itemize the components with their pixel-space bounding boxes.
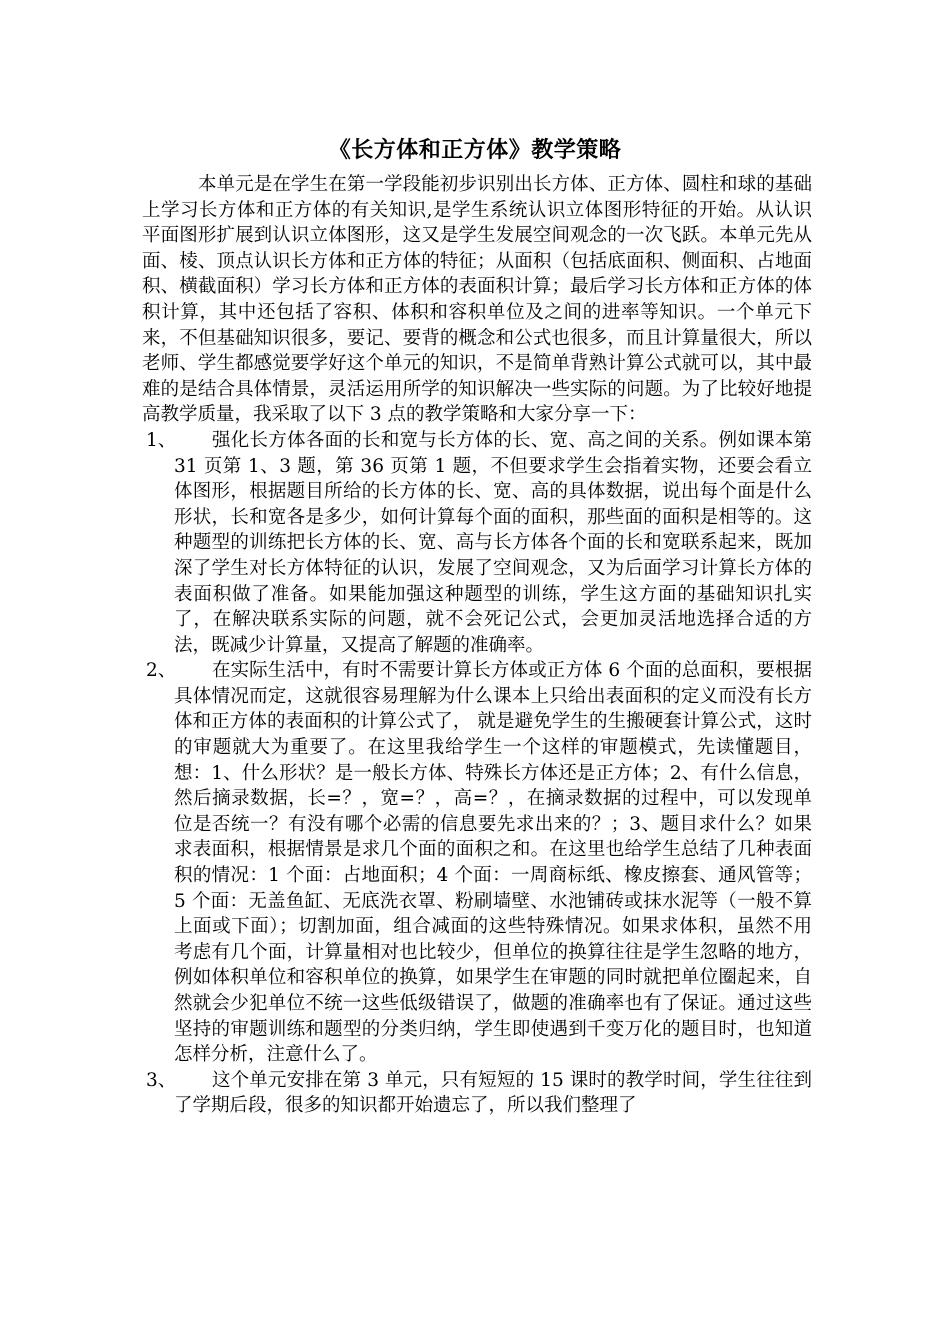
list-item-text: 强化长方体各面的长和宽与长方体的长、宽、高之间的关系。例如课本第 31 页第 1、3 题，第 36 页第 1 题，不但要求学生会指着实物，还要会看立体图形，根据题目所给的长方体的长、宽、高的具体数据，说出每个面是什么形状，长和宽各是多少，如何计算每个面的面积，那些面的面积是相等的。这种题型的训练把长方体的长、宽、高与长方体各个面的长和宽联系起来，既加深了学生对长方体特征的认识，发展了空间观念，又为后面学习计算长方体的表面积做了准备。如果能加强这种题型的训练，学生这方面的基础知识扎实了，在解决联系实际的问题，就不会死记公式，会更加灵活地选择合适的方法，既减少计算量，又提高了解题的准确率。 bbox=[174, 429, 812, 656]
list-item-number: 2、 bbox=[146, 660, 177, 682]
document-title: 《长方体和正方体》教学策略 bbox=[328, 137, 622, 163]
list-item-text: 在实际生活中，有时不需要计算长方体或正方体 6 个面的总面积，要根据具体情况而定，这就很容易理解为什么课本上只给出表面积的定义而没有长方体和正方体的表面积的计算公式了， 就是避免学生的生搬硬套计算公式，这时的审题就大为重要了。在这里我给学生一个这样的审题模式，先读懂题目，想：1、什么形状？是一般长方体、特殊长方体还是正方体；2、有什么信息，然后摘录数据，长=？，宽=？，高=？，在摘录数据的过程中，可以发现单位是否统一？有没有哪个必需的信息要先求出来的？；3、题目求什么？如果求表面积，根据情景是求几个面的面积之和。在这里也给学生总结了几种表面积的情况：1 个面：占地面积；4 个面：一周商标纸、橡皮擦套、通风管等；5 个面：无盖鱼缸、无底洗衣罩、粉刷墙壁、水池铺砖或抹水泥等（一般不算上面或下面）；切割加面，组合减面的这些特殊情况。如果求体积，虽然不用考虑有几个面，计算量相对也比较少，但单位的换算往往是学生忽略的地方，例如体积单位和容积单位的换算，如果学生在审题的同时就把单位圈起来，自然就会少犯单位不统一这些低级错误了，做题的准确率也有了保证。通过这些坚持的审题训练和题型的分类归纳，学生即使遇到千变万化的题目时，也知道怎样分析，注意什么了。 bbox=[174, 660, 812, 1066]
list-item-text: 这个单元安排在第 3 单元，只有短短的 15 课时的教学时间，学生往往到了学期后段，很多的知识都开始遗忘了，所以我们整理了 bbox=[174, 1069, 812, 1117]
list-item-number: 3、 bbox=[146, 1069, 177, 1091]
list-item-3 bbox=[142, 1068, 812, 1119]
list-item-2 bbox=[142, 658, 812, 1068]
intro-paragraph: 本单元是在学生在第一学段能初步识别出长方体、正方体、圆柱和球的基础上学习长方体和正方体的有关知识,是学生系统认识立体图形特征的开始。从认识平面图形扩展到认识立体图形，这又是学生发展空间观念的一次飞跃。本单元先从面、棱、顶点认识长方体和正方体的特征；从面积（包括底面积、侧面积、占地面积、横截面积）学习长方体和正方体的表面积计算；最后学习长方体和正方体的体积计算，其中还包括了容积、体积和容积单位及之间的进率等知识。一个单元下来，不但基础知识很多，要记、要背的概念和公式也很多，而且计算量很大，所以老师、学生都感觉要学好这个单元的知识，不是简单背熟计算公式就可以，其中最难的是结合具体情景，灵活运用所学的知识解决一些实际的问题。为了比较好地提高教学质量，我采取了以下 3 点的教学策略和大家分享一下： bbox=[142, 174, 812, 426]
list-item-1 bbox=[142, 428, 812, 658]
document-body bbox=[142, 172, 812, 1119]
list-item-number: 1、 bbox=[146, 429, 177, 451]
